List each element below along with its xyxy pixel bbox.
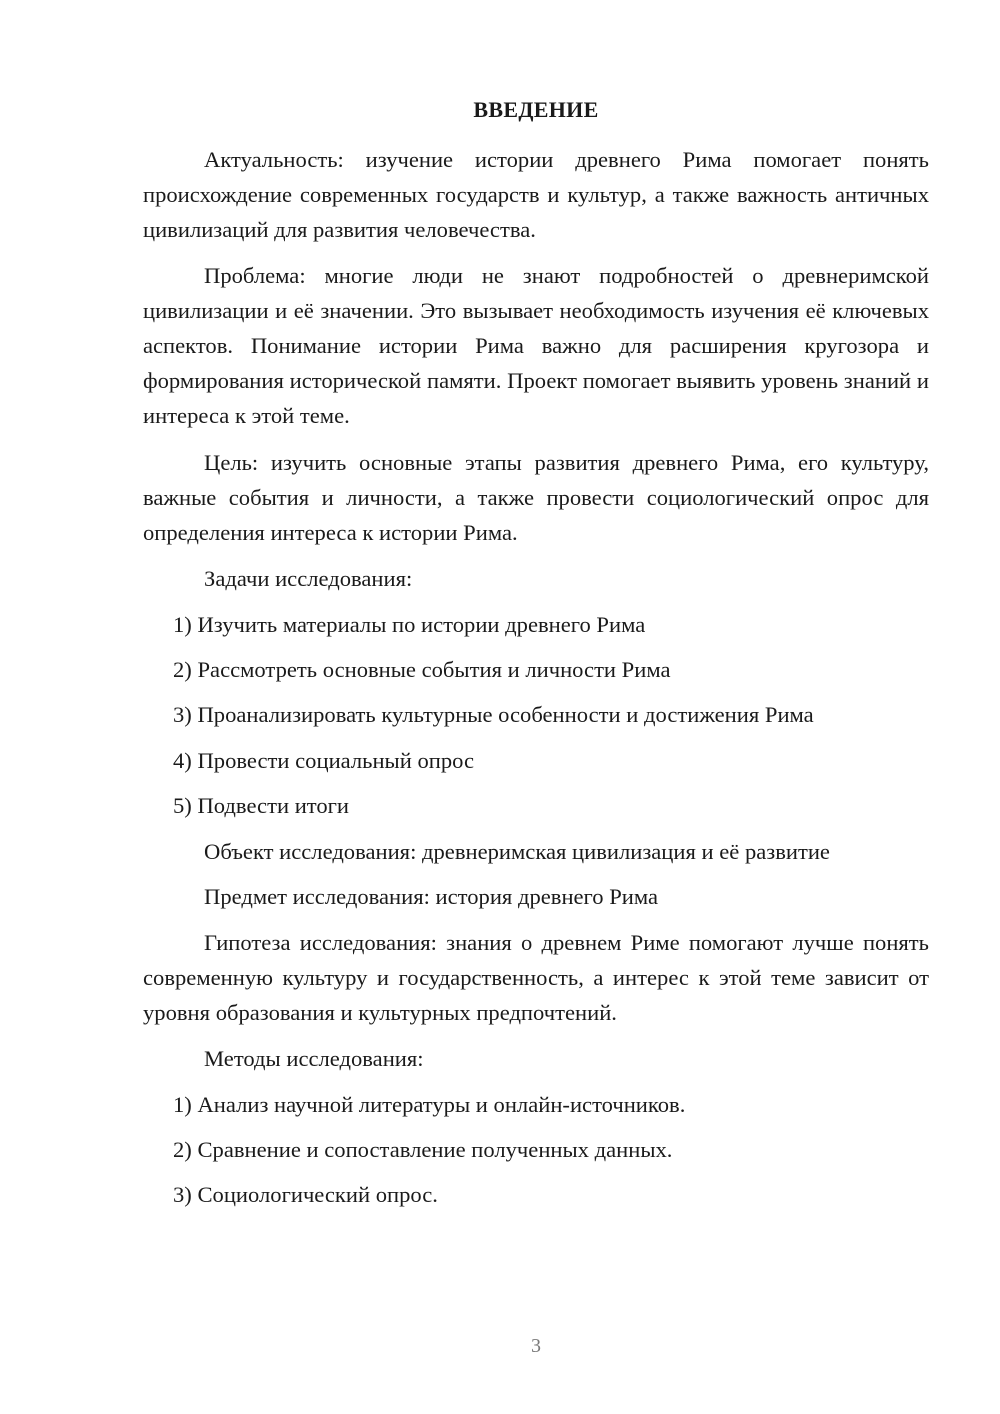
method-item: 3) Социологический опрос.: [173, 1182, 438, 1207]
subject-paragraph: Предмет исследования: история древнего Рима: [204, 884, 659, 909]
section-heading: ВВЕДЕНИЕ: [473, 97, 599, 122]
relevance-paragraph: Актуальность: изучение истории древнего Рима помогает понять происхождение современных государств и культур, а также важность античных цивилизаций для развития человечества.: [143, 147, 929, 242]
task-item: 2) Рассмотреть основные события и личности Рима: [173, 657, 671, 682]
task-item: 5) Подвести итоги: [173, 793, 350, 818]
task-item: 3) Проанализировать культурные особенности и достижения Рима: [173, 702, 814, 727]
hypothesis-paragraph: Гипотеза исследования: знания о древнем Риме помогают лучше понять современную культуру и государственность, а интерес к этой теме зависит от уровня образования и культурных предпочтений.: [143, 930, 929, 1025]
goal-paragraph: Цель: изучить основные этапы развития древнего Рима, его культуру, важные события и личности, а также провести социологический опрос для определения интереса к истории Рима.: [143, 450, 929, 545]
tasks-heading: Задачи исследования:: [204, 566, 413, 591]
page-number: 3: [531, 1335, 541, 1357]
method-item: 2) Сравнение и сопоставление полученных данных.: [173, 1137, 673, 1162]
methods-heading: Методы исследования:: [204, 1046, 424, 1071]
problem-paragraph: Проблема: многие люди не знают подробностей о древнеримской цивилизации и её значении. Это вызывает необходимость изучения её ключевых аспектов. Понимание истории Рима важно для расширения кругозора и формирования исторической памяти. Проект помогает выявить уровень знаний и интереса к этой теме.: [143, 263, 929, 428]
document-page: [143, 0, 929, 1414]
method-item: 1) Анализ научной литературы и онлайн-источников.: [173, 1092, 686, 1117]
task-item: 4) Провести социальный опрос: [173, 748, 475, 773]
object-paragraph: Объект исследования: древнеримская цивилизация и её развитие: [204, 839, 830, 864]
task-item: 1) Изучить материалы по истории древнего Рима: [173, 612, 646, 637]
